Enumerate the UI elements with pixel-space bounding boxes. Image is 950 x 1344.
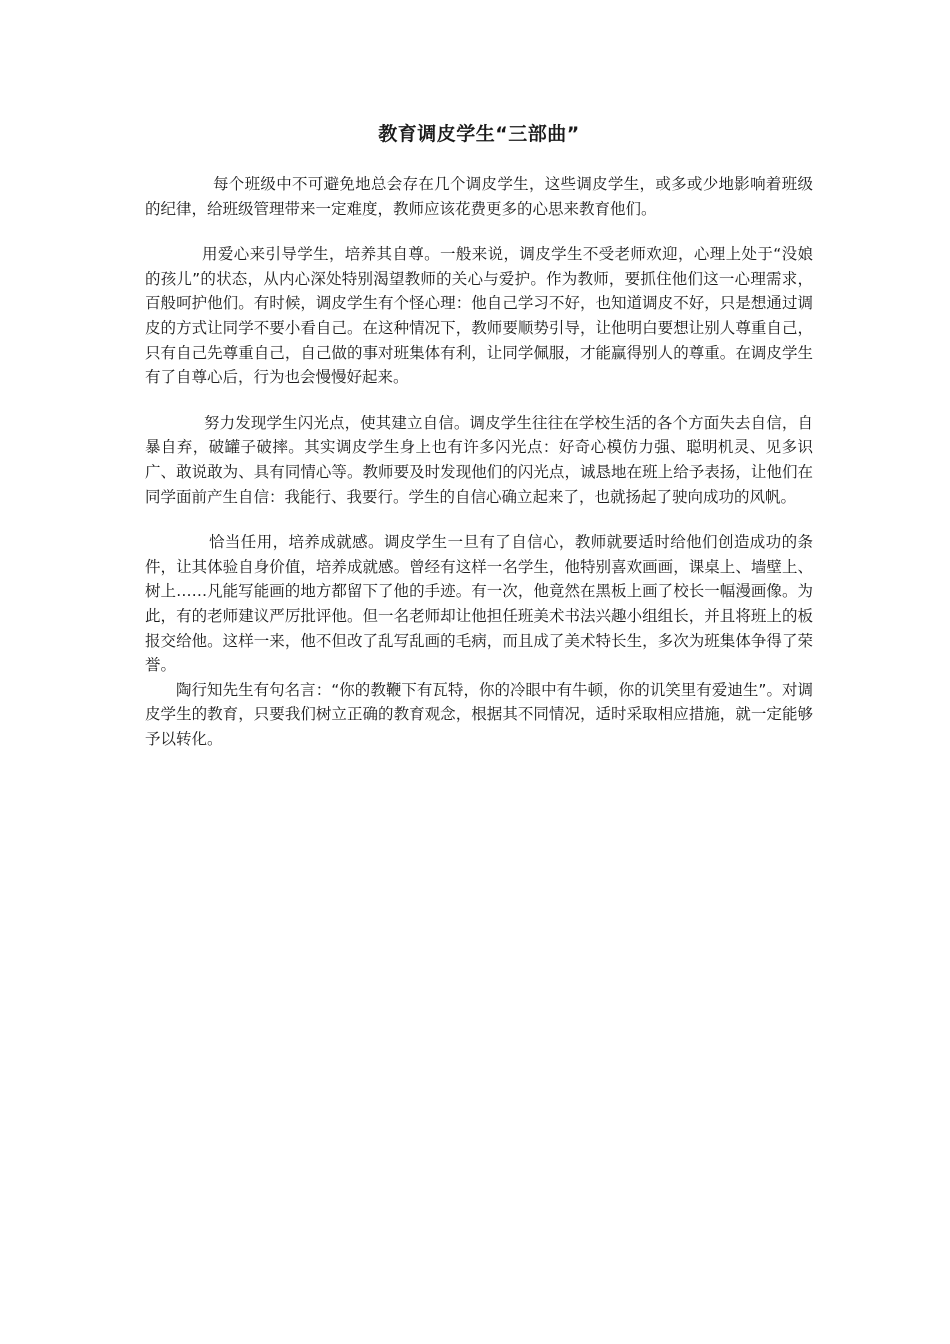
paragraph-achievement: 恰当任用，培养成就感。调皮学生一旦有了自信心，教师就要适时给他们创造成功的条件，让其体验自身价值，培养成就感。曾经有这样一名学生，他特别喜欢画画，课桌上、墙壁上、树上……凡能写能画的地方都留下了他的手迹。有一次，他竟然在黑板上画了校长一幅漫画像。为此，有的老师建议严厉批评他。但一名老师却让他担任班美术书法兴趣小组组长，并且将班上的板报交给他。这样一来，他不但改了乱写乱画的毛病，而且成了美术特长生，多次为班集体争得了荣誉。: [145, 533, 813, 675]
document-title: 教育调皮学生“三部曲”: [378, 123, 580, 145]
paragraph-self-respect: 用爱心来引导学生，培养其自尊。一般来说，调皮学生不受老师欢迎，心理上处于“没娘的孩儿”的状态，从内心深处特别渴望教师的关心与爱护。作为教师，要抓住他们这一心理需求，百般呵护他们。有时候，调皮学生有个怪心理：他自己学习不好，也知道调皮不好，只是想通过调皮的方式让同学不要小看自己。在这种情况下，教师要顺势引导，让他明白要想让别人尊重自己，只有自己先尊重自己，自己做的事对班集体有利，让同学佩服，才能赢得别人的尊重。在调皮学生有了自尊心后，行为也会慢慢好起来。: [145, 245, 813, 387]
paragraph-self-confidence: 努力发现学生闪光点，使其建立自信。调皮学生往往在学校生活的各个方面失去自信，自暴自弃，破罐子破摔。其实调皮学生身上也有许多闪光点：好奇心模仿力强、聪明机灵、见多识广、敢说敢为、具有同情心等。教师要及时发现他们的闪光点，诚恳地在班上给予表扬，让他们在同学面前产生自信：我能行、我要行。学生的自信心确立起来了，也就扬起了驶向成功的风帆。: [145, 413, 813, 506]
document-body: [145, 120, 813, 751]
paragraph-conclusion: 陶行知先生有句名言：“你的教鞭下有瓦特，你的冷眼中有牛顿，你的讥笑里有爱迪生”。对调皮学生的教育，只要我们树立正确的教育观念，根据其不同情况，适时采取相应措施，就一定能够予以转化。: [145, 680, 813, 748]
paragraph-intro: 每个班级中不可避免地总会存在几个调皮学生，这些调皮学生，或多或少地影响着班级的纪律，给班级管理带来一定难度，教师应该花费更多的心思来教育他们。: [145, 175, 813, 218]
